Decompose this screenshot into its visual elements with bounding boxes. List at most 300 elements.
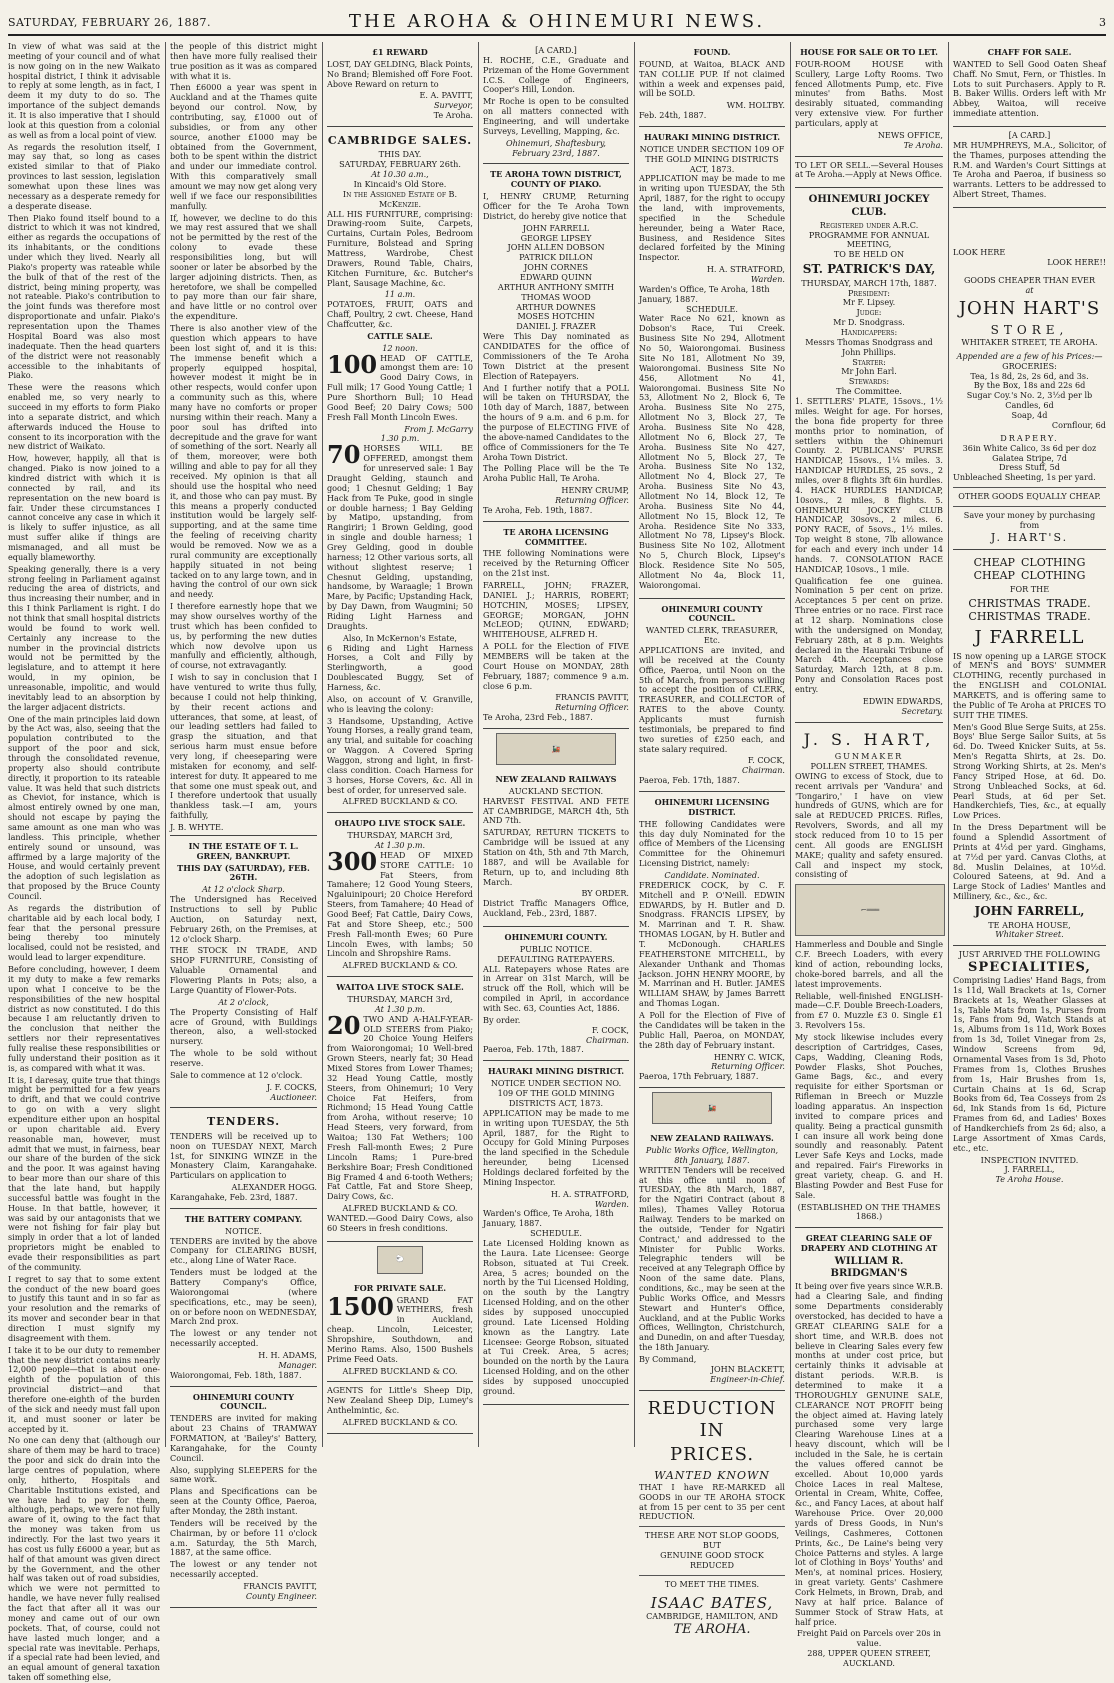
price-line: Cornflour, 6d (1051, 419, 1106, 430)
ad-venue: In Kincaid's Old Store. (353, 179, 447, 189)
ad-firm: ALFRED BUCKLAND & CO. (342, 1203, 458, 1214)
ad-time: At 12 o'clock Sharp. (202, 884, 285, 895)
ad-heading: OHINEMURI COUNTY COUNCIL. (192, 1391, 295, 1412)
ad-body: Plans and Specifications can be seen at the County Office, Paeroa, after Monday, the 28th instant. (170, 1486, 317, 1516)
ad-heading: REDUCTION IN (647, 1397, 777, 1441)
ad-body: OWING to excess of Stock, due to recent arrivals per 'Vandura' and 'Tongariro,' I have on view hundreds of GUNS, which are for sale at REDUCED PRICES. Rifles, Revolvers, Swords, and all my stock reduced from 10 to 15 per cent. All goods are ENGLISH MAKE; quality and safety ensured. Call and inspect my stock, consisting of (795, 770, 943, 880)
ad-signature: H. A. STRATFORD, (550, 1188, 629, 1199)
ad-body: WANTED.—Good Dairy Cows, also 60 Steers in fresh conditions. (327, 1212, 473, 1233)
ad-body: Also, supplying SLEEPERS for the same work. (170, 1464, 317, 1485)
ad-label: Judge: (856, 307, 882, 318)
ad-body: TO LET OR SELL.—Several Houses at Te Aroha.—Apply at News Office. (795, 159, 943, 180)
divider (953, 506, 1106, 507)
column-rule (478, 42, 479, 1447)
ad-subheading: DEFAULTING RATEPAYERS. (497, 953, 615, 964)
ad-subheading: DRAPERY. (1000, 432, 1059, 443)
banner-word: CHEAP (973, 556, 1015, 570)
ad-place: AUCKLAND. (843, 1658, 895, 1669)
ad-connector: FOR THE (1009, 583, 1050, 594)
ad-place: Warden's Office, Te Aroha, 18th January, 1887. (639, 283, 770, 304)
ad-subheading: CATTLE SALE. (367, 330, 433, 341)
ad-signature: J. FARRELL, (1004, 1164, 1055, 1175)
ad-body: ALL HIS FURNITURE, comprising: Drawing-room Suite, Carpets, Curtains, Curtain Poles, Bedroom Furniture, Bolstead and Spring Mattress, Wardrobe, Chest Drawers, Round Table, Chairs, Kitchen Furniture, &c. Butcher's Plant, Sausage Machine, &c. (327, 208, 473, 288)
ad-body: The Polling Place will be the Te Aroha Public Hall, Te Aroha. (483, 463, 629, 484)
issue-date: SATURDAY, FEBRUARY 26, 1887. (8, 16, 212, 29)
cambridge-sales-ad (327, 127, 473, 813)
ad-subheading: WANTED KNOWN (654, 1469, 770, 1483)
masthead (8, 6, 1106, 36)
ad-body: GRAND FAT WETHERS, fresh in Auckland, cheap. Lincoln, Leicester, Shropshire, Southdown, and Merino Rams. Also, 1500 Bushels Prime Feed Oats. (327, 1294, 473, 1364)
ad-order: By Command, (639, 1353, 697, 1364)
ad-body: TENDERS will be received up to noon on TUESDAY NEXT, March 1st, for SINKING WINZE in the Monastery Claim, Karangahake. Particulars on application to (170, 1130, 317, 1181)
price-line: Sugar Coy.'s No. 2, 3½d per lb (966, 390, 1093, 401)
ad-subheading: WANTED CLERK, TREASURER, Etc. (645, 625, 779, 646)
ad-date: SATURDAY, FEBRUARY 26th. (339, 159, 461, 170)
newspaper-title: THE AROHA & OHINEMURI NEWS. (348, 11, 766, 32)
ad-connector: at (1025, 284, 1034, 295)
ad-estate: In the Assigned Estate of B. McKenzie. (342, 188, 458, 209)
ad-slogan: THESE ARE NOT SLOP GOODS, BUT (644, 1530, 780, 1551)
tenders-ad (170, 1108, 317, 1208)
divider (639, 1526, 785, 1527)
ad-firm: JOHN FARRELL, (974, 903, 1085, 918)
letter-paragraph: Speaking generally, there is a very strong feeling in Parliament against reducing the area of districts, and thus increasing their number, and in this I think Parliament is right. I do not think that small hospital districts would be found to work well. Certainly any increase to the number in the provincial districts would not be permitted by the legislature, and to attempt it here would, in my opinion, be unreasonable, impolitic, and would inevitably lead to an absorption by the larger adjacent districts. (8, 563, 160, 712)
ad-body: Reliable, well-finished ENGLISH-made—C.F. Double Breech-Loaders, from £7 0. Muzzle £3 0. Single £1 3. Revolvers 15s. (795, 990, 943, 1031)
ad-firm: ALFRED BUCKLAND & CO. (342, 960, 458, 971)
schedule-body: Water Race No 621, known as Dobson's Race, Tui Creek. Business Site No 294, Allotment No 50, Waiorongomai. Business Site No 181, Allotment No 39, Waiorongomai. Business Site No 456, Allotment No 41, Waiorongomai. Business Site No 53, Allotment No 2, Block 6, Te Aroha. Business Site No 275, Allotment No 3, Block 27, Te Aroha. Business Site No 428, Allotment No 6, Block 27, Te Aroha. Business Site No 427, Allotment No 5, Block 27, Te Aroha. Business Site No 132, Allotment No 4, Block 27, Te Aroha. Business Site No 43, Allotment No 14, Block 12, Te Aroha. Business Site No 44, Allotment No 15, Block 12, Te Aroha. Residence Site No 333, Allotment No 78, Lipsey's Block. Business Site No 102, Allotment No 5, Church Block, Lipsey's Block. Residence Site No 505, Allotment No 4a, Block 11, Waiorongomai. (639, 313, 785, 590)
ad-subheading: NOTICE UNDER SECTION NO. 109 OF THE GOLD MINING DISTRICTS ACT, 1873. (490, 1078, 622, 1108)
ad-body: A Poll for the Election of Five of the Candidates will be taken in the Public Hall, Paeroa, on MONDAY, the 28th day of February instant. (639, 1010, 785, 1050)
letter-paragraph: If, however, we decline to do this we may rest assured that we shall not be permitted by the rest of the colony to evade these responsibilities long, but will sooner or later be absorbed by the larger adjoining districts. Then, as heretofore, we shall be compelled to pay more than our fair share, and have little or no control over the expenditure. (170, 212, 317, 322)
ad-heading: OHINEMURI COUNTY. (504, 932, 608, 943)
ad-subheading: Also, In McKernon's Estate, (343, 632, 457, 643)
ad-body: H. ROCHE, C.E., Graduate and Prizeman of the Home Government I.C.S. College of Engineers, Cooper's Hill, London. (483, 54, 629, 95)
ad-heading: HAURAKI MINING DISTRICT. (643, 132, 781, 143)
big-number: 1500 (327, 1291, 394, 1321)
ad-place: WHITAKER STREET, TE AROHA. (961, 337, 1098, 348)
ad-firm: ALFRED BUCKLAND & CO. (342, 796, 458, 807)
ad-body: The Undersigned has Received Instructions to sell by Public Auction, on Saturday next, February 26th, on the Premises, at 12 o'clock Sharp. (170, 894, 317, 944)
ad-established: (ESTABLISHED ON THE THAMES 1868.) (797, 1201, 941, 1222)
candidate-name: JOHN FARRELL (522, 222, 590, 233)
ad-role: Engineer-in-Chief. (710, 1373, 785, 1384)
ad-heading: FOUND. (693, 47, 731, 57)
ad-place: Public Works Office, Wellington, 8th January, 1887. (645, 1144, 779, 1165)
chaff-for-sale-ad (953, 42, 1106, 127)
ad-heading: NEW ZEALAND RAILWAYS (495, 774, 617, 784)
letter-paragraph: In view of what was said at the meeting of your council and of what is now going on in the new Waikato hospital district, I think it advisable to reply at some length, as in fact, I deem it my duty to do so. The importance of the subject demands it. It is also imperative that I should look at this question from a colonial as well as from a local point of view. (8, 41, 160, 140)
ad-heading: OHINEMURI JOCKEY CLUB. (808, 194, 930, 218)
ad-body: WANTED to Sell Good Oaten Sheaf Chaff. No Smut, Fern, or Thistles. In Lots to suit Purchasers. Apply to R. B. Baker Willis. Orders left with Mr Abbey, Waitoa, will receive immediate attention. (953, 58, 1106, 119)
ad-subheading: THIS DAY. (378, 149, 422, 160)
bridgman-clearing-sale-ad (795, 1228, 943, 1674)
price-line: Candles, 6d (1005, 400, 1054, 411)
ad-place: Te Aroha. (433, 110, 473, 121)
ad-body: APPLICATION may be made to me in writing upon TUESDAY, the 5th April, 1887, for the Right to Occupy for Gold Mining Purposes the land specified in the Schedule hereunder, being Licensed Holdings declared forfeited by the Mining Inspector. (483, 1107, 629, 1187)
ad-body: Tenders must be lodged at the Battery Company's Office, Waiorongomai (where specifications, etc., may be seen), on or before noon on WEDNESDAY, March 2nd prox. (170, 1267, 317, 1327)
sheep-dip-ad (327, 1382, 473, 1433)
column-3 (327, 42, 473, 1447)
column-7 (953, 42, 1106, 1447)
column-rule (948, 42, 949, 1447)
banner-word: TRADE. (1046, 596, 1091, 610)
schedule-body: Late Licensed Holding known as the Laura. Late Licensee: George Robson, situated at Tui Creek. Area, 5 acres; bounded on the north by the Tui Licensed Holding, on the south by the Langtry Licensed Holding, and on the other sides by supposed unoccupied ground. Late Licensed Holding known as the Langtry. Late Licensee: George Robson, situated at Tui Creek. Area, 5 acres; bounded on the north by the Laura Licensed Holding, and on the other sides by supposed unoccupied ground. (483, 1237, 629, 1396)
column-2 (170, 41, 317, 1601)
divider (953, 487, 1106, 488)
column-6 (795, 42, 943, 1669)
ad-value: Mr F. Lipsey. (842, 297, 896, 308)
ad-body: ALL Ratepayers whose Rates are in Arrear on 31st March, will be struck off the Roll, which will be compiled in April, in accordance with Sec. 63, Counties Act, 1886. (483, 963, 629, 1014)
price-line: Unbleached Sheeting, 1s per yard. (953, 472, 1096, 483)
ad-signature: NEWS OFFICE, (877, 129, 943, 140)
ad-body: LOST, DAY GELDING, Black Points, No Brand; Blemished off Fore Foot. Above Reward on return to (327, 58, 473, 89)
ad-label: Starter: (852, 356, 886, 367)
house-for-sale-ad (795, 42, 943, 157)
ad-body: HEAD OF MIXED STORE CATTLE: 10 Fat Steers, from Tamahere; 12 Good Young Steers, Ngaluinipouri; 20 Choice Hereford Steers, from Tamahere; 40 Head of Good Beef; Fat Cattle, Dairy Cows, Fat and Store Sheep, etc.; 500 Fresh Fall-month Ewes; 60 Pure Lincoln Ewes, with lambs; 50 Lincoln and Shropshire Rams. (327, 849, 473, 959)
ad-heading: TE AROHA LICENSING COMMITTEE. (503, 526, 609, 547)
ad-signature: HENRY CRUMP, (561, 485, 629, 496)
ad-order: By order. (483, 1014, 521, 1025)
big-number: 20 (327, 1010, 361, 1040)
ad-place: Ohinemuri, Shaftesbury, (505, 137, 607, 148)
ad-firm: J FARRELL (974, 626, 1085, 648)
ad-heading: PRICES. (669, 1444, 755, 1466)
race-list: 1. SETTLERS' PLATE, 15sovs., 1½ miles. Weight for age. For horses, the bona fide property for three months prior to nomination, of settlers within the Ohinemuri County. 2. PUBLICANS' PURSE HANDICAP, 15sovs., 1¼ miles. 3. HANDICAP HURDLES, 25 sovs., 2 miles, over 8 flights 3ft 6in hurdles. 4. HACK HURDLES HANDICAP, 10sovs., 2 miles, 8 flights. 5. OHINEMURI JOCKEY CLUB HANDICAP, 30sovs., 2 miles. 6. PONY RACE, of 5sovs., 1½ miles. Top weight 8 stone, 7lb allowance for each and every inch under 14 hands. 7. CONSOLATION RACE HANDICAP, 10sovs., 1 mile. (795, 396, 943, 574)
ad-value: Mr John Earl. (841, 366, 897, 377)
ad-body: Qualification fee one guinea. Nomination 5 per cent on prize. Acceptances 5 per cent on prize. Three entries or no race. First race at 12 sharp. Nominations close with the undersigned on Monday, February 28th, at 8 p.m. Weights declared in the Hauraki Tribune of March 4th. Acceptances close Saturday, March 12th, at 8 p.m. Pony and Consolation Races post entry. (795, 575, 943, 694)
letter-paragraph: One of the main principles laid down by the Act was, also, seeing that the population contributed to the support of the poor and sick, through the consolidated revenue, property also should contribute directly, it proportion to its rateable value. It was held that such districts as Cheviot, for instance, which is almost entirely owned by one man, should not escape by paying the same amount as one man who was landless. This principle, whether entirely sound or unsound, was affirmed by a large majority of the House, and would certainly prevent the adoption of such legislation as that proposed by the Bruce County Council. (8, 713, 160, 902)
ad-body: FOUND, at Waitoa, BLACK AND TAN COLLIE PUP. If not claimed within a week and expenses paid, will be SOLD. (639, 58, 785, 99)
to-let-ad (795, 157, 943, 189)
ad-date: February 23rd, 1887. (512, 147, 600, 158)
cheap-clothing-banner (953, 556, 1106, 583)
ad-signature: E. A. PAVITT, (419, 90, 473, 101)
ad-role: Chairman. (742, 765, 785, 776)
candidate-name: JOHN CORNES (523, 262, 589, 273)
ad-firm: ALFRED BUCKLAND & CO. (342, 1365, 458, 1376)
column-4 (483, 42, 629, 1447)
ad-event: HARVEST FESTIVAL AND FETE AT CAMBRIDGE, MARCH 4th, 5th AND 7th. (483, 795, 629, 826)
ad-body: Comprising Ladies' Hand Bags, from 1s 11d, Wall Brackets at 1s, Corner Brackets at 1s, Weather Glasses at 1s, Table Mats from 1s, Purses from 1s, Fans from 9d, Watch Stands at 1s, Albums from 1s 11d, Work Boxes from 1s 3d, Toilet Vinegar from 2s, Window Screens from 9d, Ornamental Vases from 1s 3d, Photo Frames from 1s, Clothes Brushes from 1s, Hair Brushes from 1s, Curtain Chains at 1s 6d, Scrap Books from 6d, Tea Cosseys from 2s 6d, Ink Stands from 1s 6d, Picture Frames from 6d, and Ladies' Boxes of Handkerchiefs from 2s 6d; also, a Large Assortment of Xmas Cards, etc., etc. (953, 975, 1106, 1153)
ad-place: Te Aroha, Feb. 19th, 1887. (483, 504, 593, 515)
ad-heading: LOOK HERE!! (1047, 256, 1106, 267)
letter-signature: J. B. WHYTE. (170, 822, 224, 833)
letter-paragraph: As regards the resolution itself, I may say that, so long as cases existed similar to that of Piako provinces to last session, legislation somewhat upon these lines was necessary as a desperate remedy for a desperate disease. (8, 141, 160, 211)
ad-body: THE STOCK IN TRADE, AND SHOP FURNITURE, Consisting of Valuable Ornamental and Flowering Plants in Pots; also, a Large Quantity of Flower-Pots. (170, 945, 317, 995)
farrell-clothing-ad (953, 550, 1106, 946)
ad-heading: IN THE ESTATE OF T. L. GREEN, BANKRUPT. (188, 840, 299, 861)
ad-place: CAMBRIDGE, HAMILTON, AND (646, 1610, 778, 1621)
ad-heading: HOUSE FOR SALE OR TO LET. (800, 47, 938, 57)
ad-time: At 10.30 a.m., (371, 169, 429, 180)
hauraki-mining-notice-1 (483, 1061, 629, 1404)
ad-body: In the Dress Department will be found a Splendid Assortment of Prints at 4½d per yard. Ginghams, at 7½d per yard. Canvas Cloths, at 8d. Muslin Delaines, at 10½d. Coloured Sateens, at 9d. And a Large Stock of Ladies' Mantles and Millinery, &c., &c., &c. (953, 822, 1106, 902)
letter-paragraph: Before concluding, however, I deem it my duty to make a few remarks upon what I conceive to be the responsibilities of the new hospital district as now constituted. I do this because I am reluctantly driven to the conclusion that neither the settlers nor their representatives fully realise these responsibilities or fully understand their position as it is, as compared with what it was. (8, 964, 160, 1073)
ad-signature: WM. HOLTBY. (726, 100, 785, 111)
ad-heading: NEW ZEALAND RAILWAYS. (650, 1133, 774, 1144)
ad-value: The Committee. (836, 386, 902, 397)
ad-date: THURSDAY, MARCH 3rd, (347, 994, 453, 1005)
ad-signature: JOHN BLACKETT, (710, 1363, 785, 1374)
ad-firm: JOHN HART'S (958, 298, 1101, 320)
ad-heading: CHAFF FOR SALE. (987, 47, 1072, 57)
ad-role: Chairman. (586, 1034, 629, 1045)
ad-time: At 1.30 p.m. (374, 1003, 426, 1014)
ad-heading: FOR PRIVATE SALE. (353, 1282, 447, 1293)
green-estate-ad (170, 835, 317, 1108)
ad-role: Surveyor, (434, 100, 473, 111)
ad-body: SATURDAY, RETURN TICKETS to Cambridge will be issued at any Station on 4th, 5th and 7th March, 1887, and will be Available for Return, up to, and including 8th March. (483, 827, 629, 887)
letter-paragraph: No one can deny that (although our share of them may be hard to trace) the poor and sick do drain into the large centres of population, where only, hitherto, Hospitals and Charitable Institutions existed, and we have had to pay for them, although, perhaps, we were not fully aware of it, owing to the fact that the money was taken from us indirectly. For the last two years it has cost us fully £6000 a year, but as half of that amount was given direct by the Government, and the other half was taken out of road subsidies, which we were not permitted to handle, we have never fully realised the fact that after all it was our money and came out of our own pockets. That, of course, could not have lasted much longer, and a special rate was inevitable. Perhaps, if a special rate had been levied, and an equal amount of general taxation taken off something else, (8, 1435, 160, 1683)
nominee-list: FARRELL, JOHN; FRAZER, DANIEL J.; HARRIS, ROBERT; HOTCHIN, MOSES; LIPSEY, GEORGE; MORGAN, JOHN McLEOD; QUINN, EDWARD; WHITEHOUSE, ALFRED H. (483, 579, 629, 640)
ad-body: The lowest or any tender not necessarily accepted. (170, 1328, 317, 1349)
ad-body: TWO AND A-HALF-YEAR-OLD STEERS from Piako; 20 Choice Young Heifers from Waiorongomai; 10 Well-bred Grown Steers, nearly fat; 30 Head Mixed Stores from Lower Thames; 32 Head Young Cattle, mostly Steers, from Ohinemuri; 10 Very Choice Fat Heifers, from Richmond; 15 Head Young Cattle from Aroha, without reserve; 10 Head Steers, very forward, from Waitoa; 130 Fat Wethers; 100 Fresh Fall-month Ewes; 2 Pure Lincoln Rams; 1 Pure-bred Berkshire Boar; Fresh Conditioned Big Framed 4 and 6-tooth Wethers; Fat Cattle, Fat and Store Sheep, Dairy Cows, &c. (327, 1013, 473, 1202)
ad-body: TENDERS are invited by the above Company for CLEARING BUSH, etc., along Line of Water Race. (170, 1235, 317, 1266)
ad-body: And I further notify that a POLL will be taken on THURSDAY, the 10th day of March, 1887, between the hours of 9 a.m. and 6 p.m. for the purpose of ELECTING FIVE of the above-named Candidates to the office of Commissioners for the Te Aroha Town District. (483, 382, 629, 462)
ad-body: HORSES WILL BE OFFERED, amongst them for unreserved sale: 1 Bay Draught Gelding, staunch and good; 1 Chesnut Gelding; 1 Bay Hack from Te Puke, good in single or double harness; 1 Bay Gelding by Matipo, upstanding, from Rangiriri; 1 Brown Gelding, good in single and double harness; 1 Grey Gelding, good in double harness; 12 Other various sorts, all without slightest reserve; 1 Chesnut Gelding, upstanding, handsome, by Waraagle; 1 Brown Mare, by Pacific; Upstanding Hack, by Day Dawn, from Waugmini; 50 Riding Light Harness and Draughts. (327, 443, 473, 631)
ad-body: 3 Handsome, Upstanding, Active Young Horses, a really grand team, any trial, and suitable for coaching or Waggon. A Covered Spring Waggon, strong and light, in first-class condition. Coach Harness for 3 horses, Horse Covers, &c. All in best of order, for unreserved sale. (327, 715, 473, 795)
ad-body: Sale to commence at 12 o'clock. (170, 1069, 303, 1080)
ad-body: Appended are a few of his Prices:— (956, 350, 1103, 361)
banner-word: CLOTHING (1020, 569, 1086, 583)
ad-heading: SPECIALITIES, (968, 960, 1091, 976)
ad-slogan: INSPECTION INVITED. (980, 1154, 1079, 1165)
found-ad (639, 42, 785, 127)
price-list: Men's Good Blue Serge Suits, at 25s. Boys' Blue Serge Sailor Suits, at 5s 6d. Do. Tweed Knicker Suits, at 5s. Men's Regatta Shirts, at 2s. Do. Strong Working Shirts, at 2s. Men's Fancy Striped Hose, at 6d. Do. Strong Unbleached Socks, at 6d. Pearl Studs, at 6d per Set. Handkerchiefs, Ties, &c., at equally Low Prices. (953, 721, 1106, 821)
ad-body: A POLL for the Election of FIVE MEMBERS will be taken at the Court House on MONDAY, 28th February, 1887; commence 9 a.m. close 6 p.m. (483, 641, 629, 691)
ad-body: I, HENRY CRUMP, Returning Officer for the Te Aroha Town District, do hereby give notice that (483, 191, 629, 221)
isaac-bates-ad (639, 1391, 785, 1643)
ad-time: 12 noon. (382, 342, 418, 353)
specialities-ad (953, 946, 1106, 1190)
ad-body: IS now opening up a LARGE STOCK of MEN'S and BOYS' SUMMER CLOTHING, recently purchased in the ENGLISH and COLONIAL MARKETS, and is offering same to the Public of Te Aroha at PRICES TO SUIT THE TIMES. (953, 650, 1106, 720)
ad-signature: J. F. COCKS, (266, 1081, 317, 1092)
price-line: Galatea Stripe, 7d (992, 452, 1067, 463)
ad-signature: FRANCIS PAVITT, (243, 1581, 317, 1592)
column-rule (790, 42, 791, 1447)
candidate-name: ARTHUR DOWNES (516, 301, 596, 312)
candidate-name: PATRICK DILLON (519, 252, 593, 263)
ohaupo-sale-ad (327, 813, 473, 977)
ad-body: The whole to be sold without reserve. (170, 1048, 317, 1068)
ad-role: Returning Officer. (555, 702, 629, 713)
ad-role: Returning Officer. (555, 494, 629, 505)
ad-place: 288, UPPER QUEEN STREET, (807, 1648, 931, 1659)
ad-body: Were This Day nominated as CANDIDATES for the office of Commissioners of the Te Aroha Town District at the present Election of Ratepayers. (483, 331, 629, 381)
private-sale-ad (327, 1278, 473, 1383)
ad-slogan: OTHER GOODS EQUALLY CHEAP. (958, 491, 1101, 502)
ad-body: It being over five years since W.R.B. had a Clearing Sale, and finding some Departments considerably overstocked, has decided to have a GREAT CLEARING SALE for a short time, and W.R.B. does not believe in Clearing Sales every few months at under cost price, but certainly thinks it advisable at distant periods. W.R.B. is determined to make it a THOROUGHLY GENUINE SALE, CLEARANCE NOT PROFIT being the object aimed at. Having lately purchased some very large Clearing Warehouse Lines at a heavy discount, which will be included in the Sale, he is certain the values offered cannot be excelled. About 10,000 yards Choice Laces in real Maltese, Oriental in Cream, White, Coffee, &c., and Fancy Laces, at about half Warehouse Price. Over 20,000 yards of Dress Goods, in Nun's Veilings, Cashmeres, Cottonen Prints, &c., De Laine's being very Choice Patterns and styles. A large lot of Clothing in Boys' Youths' and Men's, at nominal prices. Hosiery, in great variety. Gents' Cashmere Cork Helmets, in Brown, Drab, and Navy at half price. Balance of Summer Stock of Straw Hats, at half price. (795, 1281, 943, 1627)
train-illustration: 🚂 (652, 1092, 772, 1124)
ad-time: At 2 o'clock, (218, 996, 269, 1007)
ad-signature: FRANCIS PAVITT, (555, 692, 629, 703)
ad-subheading: GROCERIES: (1002, 360, 1057, 371)
train-illustration: 🚂 (496, 733, 616, 765)
reward-ad (327, 42, 473, 127)
letter-paragraph: These were the reasons which enabled me, so very nearly to succeed in my efforts to form Piako into a separate district, and which afterwards induced the House to consent to its incorporation with the new district of Waikato. (8, 382, 160, 452)
ad-label: [A CARD.] (1008, 130, 1051, 141)
ad-slogan: TO MEET THE TIMES. (664, 1578, 760, 1589)
ad-heading: OHINEMURI COUNTY COUNCIL. (661, 603, 763, 624)
ad-label: President: (848, 287, 890, 298)
letter-paragraph: I take it to be our duty to remember that the new district contains nearly 12,000 people—that is about one-eighth of the population of this provincial district—and that therefore one-eighth of the burden of the sick and needy must fall upon it, and must sooner or later be accepted by it. (8, 1344, 160, 1434)
ad-time: 1.30 p.m. (380, 433, 420, 444)
letter-body-continued (170, 42, 317, 821)
town-district-notice (483, 164, 629, 521)
candidate-name: DANIEL J. FRAZER (516, 321, 596, 332)
ad-place: TE AROHA. (673, 1621, 751, 1637)
banner-word: TRADE. (1046, 610, 1091, 624)
column-rule (634, 42, 635, 1447)
ad-signature: F. COCK, (591, 1024, 629, 1035)
gunmaker-ad (795, 723, 943, 1229)
ad-label: Stewards: (848, 376, 890, 387)
ad-place: Paeroa, Feb. 17th, 1887. (483, 1044, 584, 1055)
ad-value: Mr D. Snodgrass. (833, 317, 905, 328)
column-5 (639, 42, 786, 1637)
ad-firm: STORE, (990, 323, 1069, 338)
ad-signature: J. HART'S. (990, 530, 1069, 544)
ad-heading: OHINEMURI LICENSING DISTRICT. (654, 797, 770, 817)
ad-place: Te Aroha. (903, 139, 943, 150)
ad-body: APPLICATION may be made to me in writing upon TUESDAY, the 5th April, 1887, for the right to occupy the land, with improvements, specified in the Schedule hereunder, being a Water Race, Business, and Residence Sites declared forfeited by the Mining Inspector. (639, 173, 785, 263)
ad-date: THURSDAY, MARCH 3rd, (347, 830, 453, 841)
letter-paragraph: I regret to say that to some extent the conduct of the new board goes to justify this taunt and in so far as your resolution and the remarks of its mover and seconder bear in that direction I must signify my disagreement with them. (8, 1273, 160, 1343)
ad-subheading: GOODS CHEAPER THAN EVER (963, 274, 1096, 285)
ad-firm: ISAAC BATES, (650, 1593, 774, 1612)
rifle-illustration: ⌐═══ (795, 884, 945, 936)
ad-body: TENDERS are invited for making about 23 Chains of TRAMWAY FORMATION, at 'Bailey's' Battery, Karangahake, for the County Council. (170, 1413, 317, 1463)
defaulting-ratepayers-notice (483, 927, 629, 1061)
ad-place: Karangahake, Feb. 23rd, 1887. (170, 1191, 298, 1202)
letter-paragraph: I therefore earnestly hope that we may show ourselves worthy of the trust which has been confided to us, by performing the new duties which now devolve upon us manfully and efficiently, although, of course, not extravagantly. (170, 601, 317, 671)
ad-body: My stock likewise includes every description of Cartridges, Cases, Caps, Wadding, Cleaning Rods, Powder Flasks, Shot Pouches, Game Bags, &c., and every requisite for either Sportsman or Rifleman in Breech or Muzzle loading apparatus. An inspection invited to compare prices and quality. Being a practical gunsmith I can insure all work being done soundly and reasonably. Patent Lever Safe Keys and Locks, made and repaired. Fair's Fireworks in great variety, cheap. G. and H. Blasting Powder and Best Fuse for Sale. (795, 1031, 943, 1200)
schedule-heading: SCHEDULE. (686, 303, 738, 314)
ad-order: BY ORDER. (581, 888, 629, 899)
candidate-list (483, 224, 629, 332)
candidate-name: MOSES HOTCHIN (517, 311, 595, 322)
ad-heading: TE AROHA TOWN DISTRICT, COUNTY OF PIAKO. (490, 169, 622, 190)
ad-body: Hammerless and Double and Single C.F. Breech Loaders, with every kind of action, rebounding locks, choke-bored barrels, and all the latest improvements. (795, 939, 943, 989)
ad-body: Mr Roche is open to be consulted on all matters connected with Engineering, and will undertake Surveys, Levelling, Mapping, &c. (483, 96, 629, 136)
ad-heading: HAURAKI MINING DISTRICT. (487, 1066, 625, 1077)
ad-role: County Engineer. (245, 1590, 317, 1601)
banner-word: CHRISTMAS (968, 610, 1041, 624)
ad-subheading: PUBLIC NOTICE. (519, 943, 593, 954)
ad-heading: WAITOA LIVE STOCK SALE. (336, 982, 464, 993)
ad-role: Returning Officer. (711, 1061, 785, 1072)
ad-subheading: THIS DAY (SATURDAY), FEB. 26TH. (177, 862, 310, 883)
ad-time: 11 a.m. (384, 289, 416, 300)
schedule-heading: SCHEDULE. (530, 1228, 582, 1239)
hauraki-mining-notice-2 (639, 127, 785, 599)
ad-place: Waiorongomai, Feb. 18th, 1887. (170, 1369, 302, 1380)
ad-heading: £1 REWARD (372, 47, 428, 57)
price-line: 36in White Calico, 3s 6d per doz (962, 442, 1097, 453)
ad-columns: Candidate. Nominated. (664, 870, 760, 881)
ad-role: Manager. (278, 1359, 317, 1370)
ad-body: THE following Candidates were this day duly Nominated for the office of Members of the Licensing Committee for the Ohinemuri Licensing District, namely: (639, 818, 785, 869)
ad-date: THURSDAY, MARCH 17th, 1887. (801, 277, 937, 288)
ad-signature: H. A. STRATFORD, (706, 264, 785, 275)
ad-place: Te Aroha, 23rd Feb., 1887. (483, 712, 593, 723)
railways-tender-ad (639, 1128, 785, 1390)
ad-body: The lowest or any tender not necessarily accepted. (170, 1559, 317, 1580)
ad-body: POTATOES, FRUIT, OATS and Chaff, Poultry, 2 cwt. Cheese, Hand Chaffcutter, &c. (327, 299, 473, 330)
ad-heading: LOOK HERE (953, 247, 1006, 258)
ad-body: Tenders will be received by the Chairman, by or before 11 o'clock a.m. Saturday, the 5th March, 1887, at the same office. (170, 1517, 317, 1558)
battery-company-ad (170, 1209, 317, 1387)
letter-paragraph: the people of this district might then have more fully realised their true position as it was as compared with what it is. (170, 41, 317, 81)
ad-body: THE following Nominations were received by the Returning Officer on the 21st inst. (483, 548, 629, 579)
price-line: Dress Stuff, 5d (999, 462, 1060, 473)
ad-place: POLLEN STREET, THAMES. (810, 760, 928, 771)
ad-subheading: AUCKLAND SECTION. (508, 785, 604, 796)
big-number: 300 (327, 846, 378, 876)
ad-heading: CAMBRIDGE SALES. (327, 134, 473, 148)
ad-heading: J. S. HART, (803, 729, 935, 749)
ad-time: At 1.30 p.m. (374, 840, 426, 850)
ad-subheading: PROGRAMME FOR ANNUAL MEETING, (808, 229, 930, 250)
banner-word: CLOTHING (1020, 556, 1086, 570)
letter-paragraph: Then £6000 a year was spent in Auckland and at the Thames quite beyond our control. Now, by contributing, say, £1000 out of subsidies, or from any other source, another £1000 may be obtained from the Government, both to be spent within the district and under our immediate control. With this comparatively small amount we may now get along very well if we face our responsibilities manfully. (170, 82, 317, 211)
price-line: Tea, 1s 8d, 2s, 2s 6d, and 3s. (970, 370, 1089, 381)
candidate-name: EDWARD QUINN (519, 272, 593, 283)
ad-subheading: JUST ARRIVED THE FOLLOWING (958, 949, 1101, 960)
ad-body: APPLICATIONS are invited, and will be received at the County Office, Paeroa, until Noon on the 5th of March, from persons willing to accept the position of CLERK, TREASURER, and COLLECTOR of RATES to the above County. Applicants must furnish testimonials, be prepared to find two sureties of £250 each, and state salary required. (639, 644, 785, 754)
ad-subheading: NOTICE. (225, 1225, 262, 1236)
licensing-district-notice (639, 792, 785, 1088)
ad-signature: HENRY C. WICK, (713, 1051, 785, 1062)
ad-subheading: TO BE HELD ON (833, 249, 905, 260)
ad-firm: WILLIAM R. BRIDGMAN'S (830, 1256, 908, 1280)
column-1-letter (8, 41, 160, 1683)
roche-card-ad (483, 42, 629, 164)
ad-place: Warden's Office, Te Aroha, 18th January, 1887. (483, 1208, 614, 1229)
ad-body: Save your money by purchasing from (963, 509, 1096, 530)
column-rule (165, 42, 166, 1447)
ad-signature: EDWIN EDWARDS, (862, 695, 943, 706)
ad-label: Handicappers: (840, 327, 898, 338)
letter-paragraph: Then Piako found itself bound to a district to which it was not kindred, either as regards the occupations of its inhabitants, or the conditions under which they lived. Nearly all Piako's property was rateable while the bulk of that of the rest of the district, being mining property, was not rateable. Piako's contribution to the joint funds was therefore most disproportionate and unfair. Piako's representation upon the Thames Hospital Board was also most inadequate. Then the head quarters of the district were not reasonably accessible to the inhabitants of Piako. (8, 212, 160, 381)
ad-role: Warden. (594, 1198, 629, 1209)
ad-heading: OHAUPO LIVE STOCK SALE. (334, 818, 466, 829)
ad-signature: F. COCK, (747, 755, 785, 766)
letter-paragraph: There is also another view of the question which appears to have been lost sight of, and it is this: The immense benefit which a properly equipped hospital, however modest it might be in other respects, would confer upon a community such as this, where many have no comforts or proper nursing within their reach. Many a poor soul has drifted into decrepitude and the grave for want of something of the sort. Nearly all of them, moreover, were both willing and able to pay for all they received. My opinion is that all should use the hospital who need it, and those who can pay must. By this means a properly conducted institution would be largely self-supporting, and at the same time the feeling of receiving charity would be removed. Now we as a rural community are exceptionally happily situated in not being tacked on to any large town, and in having the control of our own sick and needy. (170, 323, 317, 600)
ad-body: WRITTEN Tenders will be received at this office until noon of TUESDAY, the 8th March, 1887, for the Ngatiri Contract (about 8 miles), Thames Valley Rotorua Railway. Tenders to be marked on the outside, 'Tender for Ngatiri Contract,' and addressed to the Minister for Public Works. Telegraphic tenders will be received at any Telegraph Office by Noon of the same date. Plans, conditions, &c., may be seen at the Public Works Office, and Messrs Stewart and Hunter's Office, Auckland, and at the Public Works Offices, Wellington, Christchurch, and Dunedin, on and after Tuesday, the 18th January. (639, 1164, 786, 1353)
ad-subheading: GUNMAKER (834, 751, 904, 762)
page-number: 3 (1099, 16, 1106, 29)
banner-word: CHRISTMAS (968, 596, 1041, 610)
candidate-name: THOMAS WOOD (521, 291, 591, 302)
letter-paragraph: As regards the distribution of charitable aid by each local body, I fear that the personal pressure being thereby too minutely localised, could not be resisted, and would lead to larger expenditure. (8, 902, 160, 963)
ad-body: Freight Paid on Parcels over 20s in value. (797, 1628, 941, 1649)
ad-body: MR HUMPHREYS, M.A., Solicitor, of the Thames, purposes attending the R.M. and Warden's Court Sittings at Te Aroha and Paeroa, if business so warrants. Letters to be addressed to Albert Street, Thames. (953, 139, 1106, 200)
letter-paragraph: How, however, happily, all that is changed. Piako is now joined to a kindred district with which it is connected by rail, and its representation on the new board is fair. Under these circumstances I cannot conceive any case in which it is likely to suffer injustice, as all must suffer alike if things are mismanaged, and all must be equally blameworthy. (8, 453, 160, 562)
candidate-name: ARTHUR ANTHONY SMITH (497, 281, 615, 292)
humphreys-card-ad (953, 127, 1106, 208)
ad-body: THAT I have RE-MARKED all GOODS in our TE AROHA STOCK at from 15 per cent to 35 per cent REDUCTION. (639, 1481, 785, 1522)
ad-body: AGENTS for Little's Sheep Dip, New Zealand Sheep Dip, Lumey's Anthelmintic, &c. (327, 1385, 473, 1416)
ad-heading: GREAT CLEARING SALE OF DRAPERY AND CLOTHING AT (800, 1233, 938, 1254)
ad-from: From J. McGarry (404, 423, 473, 434)
letter-paragraph: I wish to say in conclusion that I have ventured to write thus fully, because I could not help thinking, by their recent actions and utterances, that some, at least, of our leading settlers had failed to grasp the situation, and that serious harm must ensue before very long, if cheeseparing were mistaken for economy, and self-interest for duty. It appeared to me that some one must speak out, and I therefore undertook that usually thankless task.—I am, yours faithfully, (170, 672, 317, 821)
ad-place: Paeroa, 17th February, 1887. (639, 1071, 759, 1082)
ad-subheading: Registered under A.R.C. (819, 219, 919, 230)
big-number: 70 (327, 440, 361, 470)
divider (639, 1575, 785, 1576)
ad-body: HEAD OF CATTLE, amongst them are: 10 Good Dairy Cows, in Full milk; 17 Good Young Cattle; 1 Pure Shorthorn Bull; 10 Head Good Beef; 20 Dairy Cows; 500 Fresh Fall Month Lincoln Ewes. (327, 352, 473, 422)
